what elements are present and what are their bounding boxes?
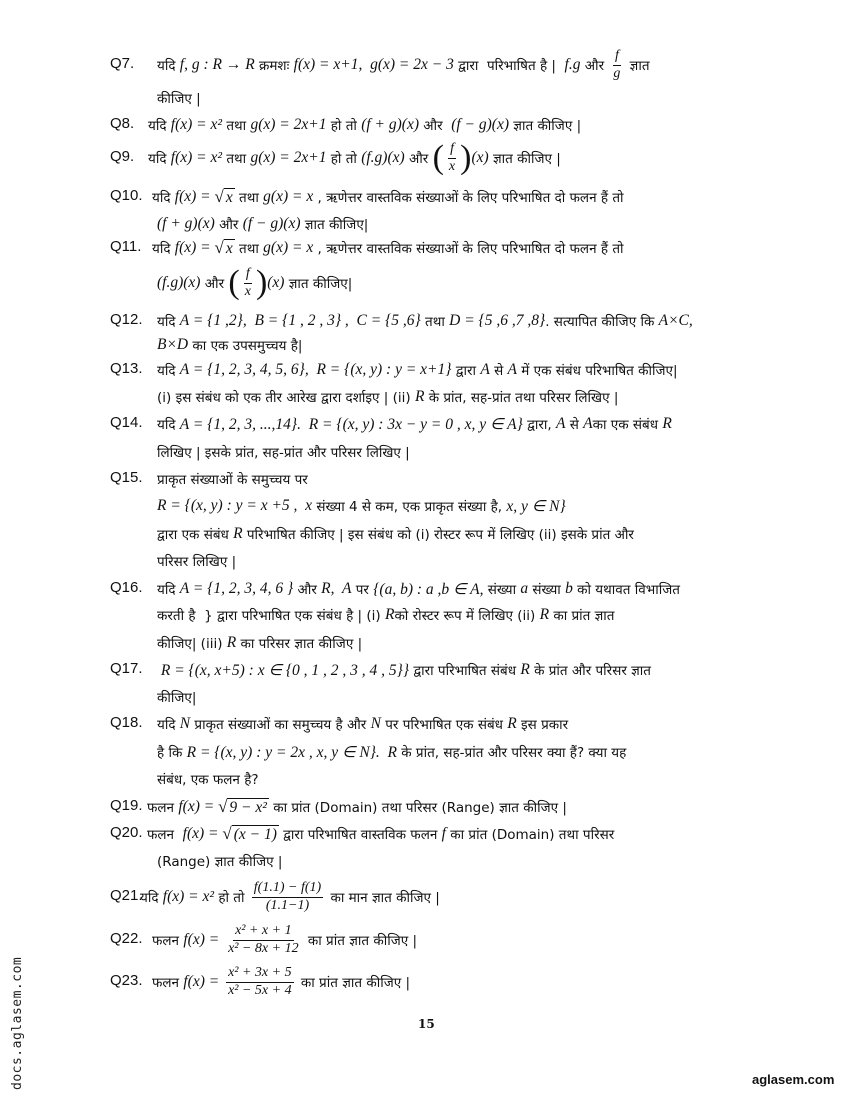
denominator: (1.1−1): [265, 897, 310, 913]
math-expression: (f − g)(x): [242, 215, 301, 232]
math-expression: f(x) = x²: [170, 149, 223, 166]
brand-link[interactable]: aglasem.com: [752, 1072, 835, 1087]
radical-sign: √: [218, 797, 228, 816]
math-expression: f, g : R → R: [179, 56, 255, 73]
text: क्रमशः: [254, 58, 294, 74]
text: और: [200, 276, 229, 292]
text: को रोस्टर रूप में लिखिए (ii): [394, 608, 540, 624]
question-number: Q19.: [110, 797, 143, 814]
math-expression: f(x) = x+1, g(x) = 2x − 3: [293, 56, 454, 73]
math-expression: R: [520, 661, 530, 678]
math-expression: N: [179, 715, 191, 732]
math-expression: R: [384, 606, 395, 623]
text: में एक संबंध परिभाषित कीजिए|: [517, 363, 678, 379]
text: और: [293, 582, 322, 598]
math-expression: f: [441, 825, 446, 842]
text: यदि: [152, 241, 175, 257]
text: द्वारा: [451, 363, 481, 379]
math-expression: A: [480, 361, 490, 378]
denominator: x: [244, 283, 251, 299]
text: (Range) ज्ञात कीजिए |: [157, 854, 283, 870]
text: का मान ज्ञात कीजिए |: [326, 890, 440, 906]
question-line: [157, 413, 672, 435]
math-expression: b: [565, 580, 573, 597]
text: यदि: [148, 151, 171, 167]
radical-sign: √: [222, 824, 232, 843]
text: और: [214, 217, 243, 233]
text: संख्या 4 से कम, एक प्राकृत संख्या है,: [312, 499, 507, 515]
text: के प्रांत और परिसर ज्ञात: [529, 663, 651, 679]
math-expression: (f + g)(x): [157, 215, 215, 232]
text: हो तो: [214, 890, 249, 906]
math-expression: (f + g)(x): [361, 116, 419, 133]
math-expression: (f.g)(x): [157, 274, 201, 291]
right-paren: ): [255, 264, 268, 301]
text: तथा: [420, 314, 450, 330]
math-expression: R: [662, 415, 672, 432]
text: ज्ञात कीजिए|: [300, 217, 369, 233]
question-line: [157, 659, 651, 681]
question-number: Q11.: [110, 238, 142, 255]
text: का प्रांत ज्ञात कीजिए |: [296, 975, 411, 991]
text: कीजिए |: [157, 91, 201, 107]
denominator: x² − 8x + 12: [228, 940, 299, 956]
math-expression: A = {1, 2, 3, 4, 6 }: [179, 580, 294, 597]
text: ज्ञात: [625, 58, 650, 74]
right-paren: ): [460, 139, 472, 176]
question-number: Q15.: [110, 469, 143, 486]
question-number: Q7.: [110, 55, 135, 72]
math-expression: a: [520, 580, 529, 597]
question-line: [147, 796, 567, 818]
math-expression: A×C,: [658, 312, 693, 329]
text: पर: [351, 582, 374, 598]
question-number: Q21.: [110, 887, 143, 904]
question-line: [152, 923, 418, 956]
text: परिसर लिखिए |: [157, 554, 237, 570]
math-expression: R = {(x, y) : y = x +5 , x: [157, 497, 313, 514]
question-line: [157, 310, 693, 332]
math-expression: (f.g)(x): [361, 149, 405, 166]
math-expression: f(x) =: [174, 239, 215, 256]
math-expression: R: [414, 388, 425, 405]
question-number: Q12.: [110, 311, 143, 328]
page-number: 15: [418, 1017, 435, 1031]
question-number: Q14.: [110, 414, 143, 431]
question-line: [157, 386, 618, 408]
text: द्वारा परिभाषित वास्तविक फलन: [278, 827, 442, 843]
numerator: f: [244, 266, 252, 283]
text: कीजिए| (iii): [157, 636, 227, 652]
denominator: g: [613, 65, 621, 81]
math-expression: g(x) = 2x+1: [250, 116, 327, 133]
text: परिभाषित कीजिए | इस संबंध को (i) रोस्टर रूप में लिखिए (ii) इसके प्रांत और: [242, 527, 634, 543]
text: फलन: [152, 933, 184, 949]
fraction: [611, 48, 622, 81]
question-line: [148, 114, 581, 136]
text: के प्रांत, सह-प्रांत तथा परिसर लिखिए |: [424, 390, 619, 406]
text: ज्ञात कीजिए |: [488, 151, 561, 167]
text: यदि: [157, 417, 180, 433]
text: का एक संबंध: [592, 417, 663, 433]
text: और: [404, 151, 433, 167]
radicand: x: [225, 240, 233, 257]
text: को यथावत विभाजित: [572, 582, 680, 598]
math-expression: R: [226, 634, 237, 651]
math-expression: f(x) =: [183, 931, 224, 948]
question-line: [157, 359, 678, 381]
question-line: [157, 632, 362, 654]
text: (i) इस संबंध को एक तीर आरेख द्वारा दर्शाइए | (ii): [157, 390, 415, 406]
question-number: Q17.: [110, 660, 143, 677]
text: का प्रांत (Domain) तथा परिसर: [445, 827, 615, 843]
question-line: [157, 334, 302, 356]
text: तथा: [222, 118, 251, 134]
text: हो तो: [326, 118, 362, 134]
question-line: [148, 139, 561, 176]
square-root: [215, 187, 235, 207]
square-root: [222, 824, 279, 844]
text: यदि: [157, 717, 180, 733]
text: कीजिए|: [157, 690, 197, 706]
math-expression: R = {(x, y) : y = 2x , x, y ∈ N}. R: [186, 743, 397, 761]
question-line: [157, 686, 196, 708]
question-line: [157, 213, 368, 235]
radical-sign: √: [214, 187, 224, 206]
math-expression: D = {5 ,6 ,7 ,8}: [449, 312, 546, 329]
question-number: Q8.: [110, 115, 135, 132]
text: पर परिभाषित एक संबंध: [380, 717, 508, 733]
text: का परिसर ज्ञात कीजिए |: [236, 636, 363, 652]
text: का प्रांत ज्ञात: [549, 608, 615, 624]
left-paren: (: [228, 264, 240, 301]
text: इस प्रकार: [516, 717, 569, 733]
text: द्वारा परिभाषित संबंध: [409, 663, 521, 679]
math-expression: g(x) = x: [263, 188, 314, 205]
text: संख्या: [528, 582, 566, 598]
question-line: [157, 264, 353, 301]
text: तथा: [222, 151, 251, 167]
question-number: Q23.: [110, 972, 143, 989]
math-expression: A: [507, 361, 517, 378]
square-root: [218, 797, 269, 817]
question-line: [157, 441, 410, 463]
text: का प्रांत ज्ञात कीजिए |: [303, 933, 418, 949]
question-line: [157, 604, 615, 626]
numerator: x² + 3x + 5: [226, 965, 294, 982]
math-expression: A: [555, 415, 566, 432]
math-expression: R, A: [321, 580, 352, 597]
left-paren: (: [432, 139, 444, 176]
text: संख्या: [483, 582, 521, 598]
text: द्वारा,: [522, 417, 556, 433]
math-expression: (x): [267, 274, 285, 291]
question-line: [157, 850, 282, 872]
text: तथा: [234, 190, 264, 206]
text: है कि: [157, 745, 187, 761]
question-number: Q18.: [110, 714, 143, 731]
question-line: [152, 237, 624, 259]
question-line: [157, 48, 650, 81]
text: यदि: [157, 363, 180, 379]
fraction: [226, 923, 301, 956]
radicand: (x − 1): [233, 826, 277, 843]
text: हो तो: [326, 151, 362, 167]
math-expression: f(x) =: [174, 188, 215, 205]
question-number: Q22.: [110, 930, 143, 947]
math-expression: R: [507, 715, 517, 732]
text: के प्रांत, सह-प्रांत और परिसर क्या हैं? क्या यह: [396, 745, 627, 761]
text: द्वारा परिभाषित है |: [453, 58, 565, 74]
text: यदि: [140, 890, 163, 906]
question-line: [157, 713, 568, 735]
text: से: [565, 417, 584, 433]
text: . सत्यापित कीजिए कि: [545, 314, 659, 330]
text: से: [489, 363, 508, 379]
math-expression: B×D: [157, 336, 189, 353]
math-expression: g(x) = x: [263, 239, 314, 256]
math-expression: N: [370, 715, 381, 732]
math-expression: A = {1, 2, 3, 4, 5, 6}, R = {(x, y) : y = x+1}: [179, 361, 452, 378]
text: यदि: [148, 118, 171, 134]
text: संबंध, एक फलन है?: [157, 772, 259, 788]
math-expression: g(x) = 2x+1: [250, 149, 327, 166]
text: और: [419, 118, 452, 134]
question-line: [152, 965, 411, 998]
question-line: [157, 741, 626, 763]
math-expression: f(x) =: [183, 973, 224, 990]
fraction: [447, 141, 457, 174]
text: प्राकृत संख्याओं के समुच्चय पर: [157, 472, 308, 488]
text: ज्ञात कीजिए|: [284, 276, 353, 292]
math-expression: f.g: [564, 56, 581, 73]
text: यदि: [157, 58, 180, 74]
math-expression: A = {1 ,2}, B = {1 , 2 , 3} , C = {5 ,6}: [179, 312, 421, 329]
radical-sign: √: [214, 238, 224, 257]
math-expression: (x): [471, 149, 489, 166]
question-line: [157, 495, 566, 517]
numerator: x² + x + 1: [233, 923, 294, 940]
question-line: [157, 468, 308, 490]
question-number: Q20.: [110, 824, 143, 841]
denominator: x² − 5x + 4: [228, 982, 292, 998]
text: फलन: [152, 975, 184, 991]
question-number: Q16.: [110, 579, 143, 596]
text: का प्रांत (Domain) तथा परिसर (Range) ज्ञात कीजिए |: [268, 800, 567, 816]
math-expression: R: [539, 606, 550, 623]
text: और: [580, 58, 609, 74]
question-line: [152, 186, 624, 208]
math-expression: A = {1, 2, 3, ...,14}. R = {(x, y) : 3x − y = 0 , x, y ∈ A}: [179, 415, 523, 433]
question-number: Q9.: [110, 148, 135, 165]
question-line: [157, 550, 236, 572]
question-line: [140, 880, 440, 913]
radicand: 9 − x²: [229, 799, 267, 816]
square-root: [215, 238, 235, 258]
fraction: [252, 880, 323, 913]
text: फलन: [147, 800, 179, 816]
question-number: Q13.: [110, 360, 143, 377]
text: , ऋणेत्तर वास्तविक संख्याओं के लिए परिभाषित दो फलन हैं तो: [313, 241, 624, 257]
text: का एक उपसमुच्चय है|: [188, 338, 303, 354]
math-expression: f(x) =: [182, 825, 223, 842]
fraction: [226, 965, 294, 998]
numerator: f(1.1) − f(1): [252, 880, 323, 897]
text: यदि: [152, 190, 175, 206]
text: द्वारा एक संबंध: [157, 527, 234, 543]
text: लिखिए | इसके प्रांत, सह-प्रांत और परिसर लिखिए |: [157, 445, 410, 461]
math-expression: A: [583, 415, 593, 432]
math-expression: x, y ∈ N}: [506, 497, 566, 515]
fraction: [243, 266, 253, 299]
math-expression: f(x) = x²: [162, 888, 215, 905]
math-expression: f(x) =: [178, 798, 219, 815]
text: ज्ञात कीजिए |: [509, 118, 582, 134]
math-expression: (f − g)(x): [451, 116, 510, 133]
question-number: Q10.: [110, 187, 143, 204]
question-line: [157, 578, 680, 600]
text: फलन: [147, 827, 183, 843]
text: तथा: [234, 241, 264, 257]
math-expression: R: [233, 525, 243, 542]
numerator: f: [448, 141, 456, 158]
question-line: [157, 768, 259, 790]
question-line: [147, 823, 614, 845]
text: , ऋणेत्तर वास्तविक संख्याओं के लिए परिभाषित दो फलन हैं तो: [313, 190, 624, 206]
text: यदि: [157, 314, 180, 330]
math-expression: {(a, b) : a ,b ∈ A,: [373, 580, 484, 598]
numerator: f: [613, 48, 621, 65]
math-expression: R = {(x, x+5) : x ∈ {0 , 1 , 2 , 3 , 4 , 5}}: [157, 661, 410, 679]
text: प्राकृत संख्याओं का समुच्चय है और: [190, 717, 371, 733]
side-watermark: docs.aglasem.com: [10, 956, 25, 1090]
radicand: x: [225, 189, 233, 206]
denominator: x: [448, 158, 456, 174]
question-line: [157, 523, 634, 545]
question-line: [157, 87, 201, 109]
math-expression: f(x) = x²: [170, 116, 223, 133]
text: यदि: [157, 582, 180, 598]
text: करती है } द्वारा परिभाषित एक संबंध है | (i): [157, 608, 385, 624]
